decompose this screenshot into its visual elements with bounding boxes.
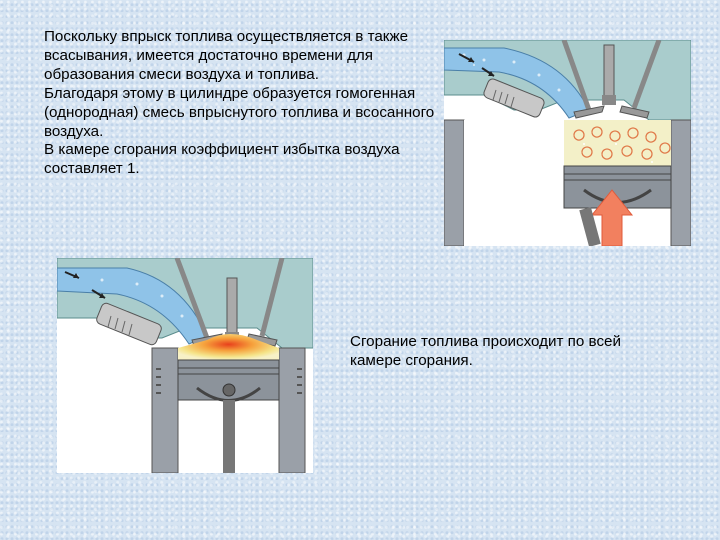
paragraph-excess-air-ratio: В камере сгорания коэффициент избытка воздуха составляет 1. bbox=[44, 141, 400, 178]
combustion-caption: Сгорание топлива происходит по всей камере сгорания. bbox=[350, 333, 621, 369]
connecting-rod bbox=[223, 400, 235, 473]
spark-plug bbox=[602, 45, 616, 105]
intro-text bbox=[44, 28, 444, 179]
homogeneous-mixture bbox=[564, 120, 671, 166]
cylinder-wall-right bbox=[279, 348, 305, 473]
combustion-diagram bbox=[57, 258, 313, 473]
paragraph-homogeneous-mixture: Благодаря этому в цилиндре образуется гомогенная (однородная) смесь впрыснутого топлива и всосанного воздуха. bbox=[44, 84, 435, 140]
intake-mixture-diagram bbox=[444, 40, 691, 246]
paragraph-injection-timing: Поскольку впрыск топлива осуществляется в также всасывания, имеется достаточно времени для образования смеси воздуха и топлива. bbox=[44, 28, 409, 83]
cylinder-wall-right bbox=[671, 120, 691, 246]
spark-plug bbox=[225, 278, 239, 342]
cylinder-wall-left bbox=[152, 348, 178, 473]
cylinder-wall-left bbox=[444, 120, 464, 246]
